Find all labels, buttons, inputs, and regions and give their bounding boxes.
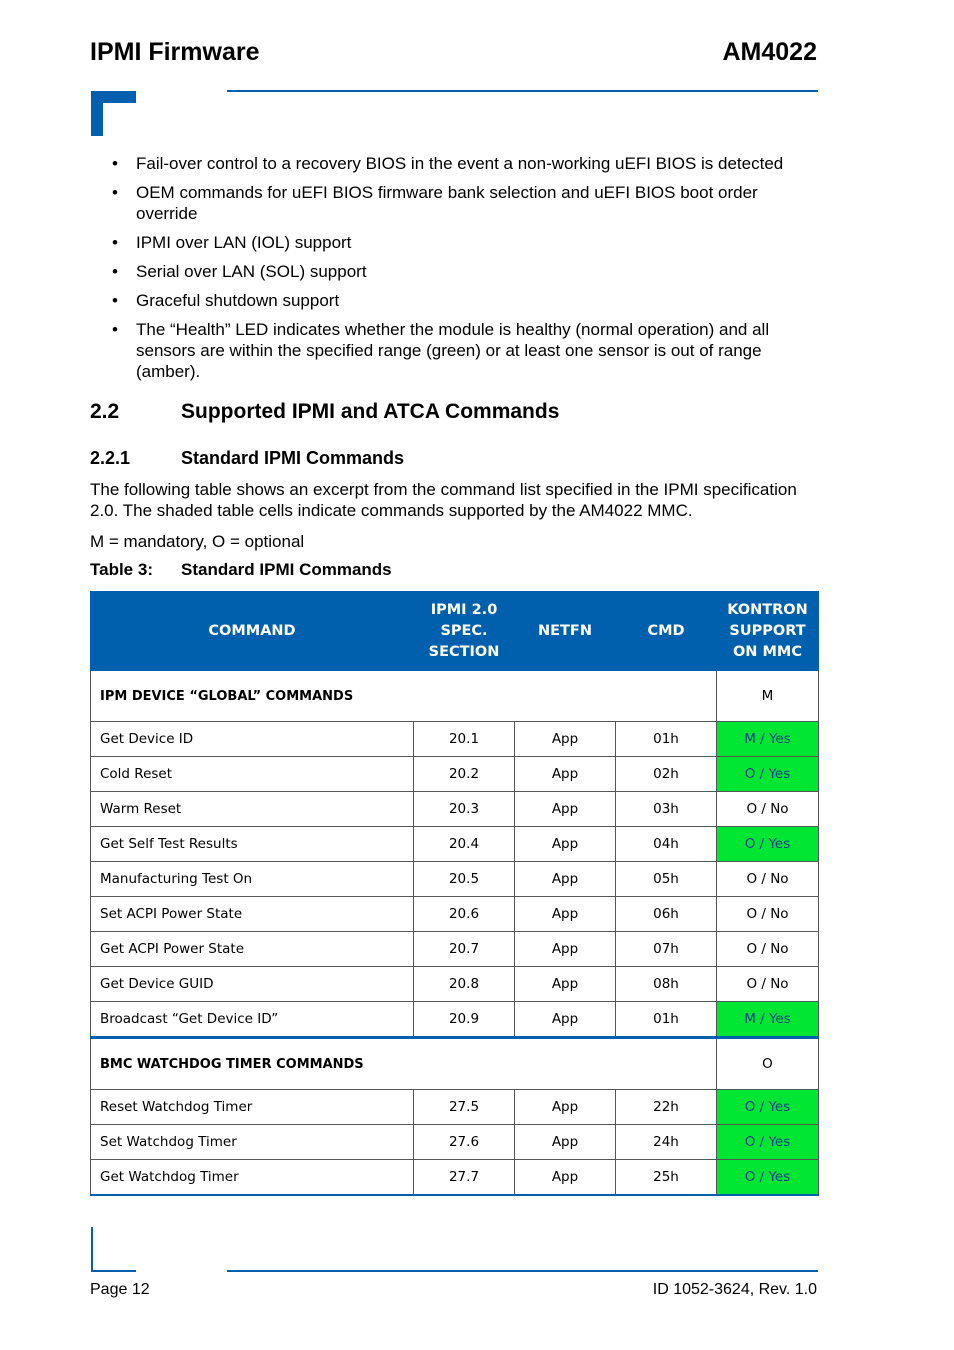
cell-cmd: 06h (616, 897, 717, 932)
group-name: IPM DEVICE “GLOBAL” COMMANDS (91, 671, 717, 722)
cell-netfn: App (515, 827, 616, 862)
cell-command: Reset Watchdog Timer (91, 1090, 414, 1125)
table-row (91, 1125, 819, 1160)
cell-support: O / No (717, 932, 819, 967)
cell-cmd: 24h (616, 1125, 717, 1160)
cell-netfn: App (515, 897, 616, 932)
header-rule (227, 90, 818, 92)
cell-support: O / Yes (717, 1090, 819, 1125)
cell-section: 27.5 (414, 1090, 515, 1125)
cell-cmd: 04h (616, 827, 717, 862)
col-header-command: COMMAND (91, 592, 414, 671)
cell-netfn: App (515, 1002, 616, 1038)
cell-cmd: 25h (616, 1160, 717, 1196)
group-name: BMC WATCHDOG TIMER COMMANDS (91, 1038, 717, 1090)
list-item: • OEM commands for uEFI BIOS firmware bank selection and uEFI BIOS boot order override (112, 183, 758, 223)
table-caption: Table 3: Standard IPMI Commands (90, 560, 392, 579)
cell-netfn: App (515, 862, 616, 897)
cell-netfn: App (515, 792, 616, 827)
cell-section: 20.7 (414, 932, 515, 967)
cell-netfn: App (515, 757, 616, 792)
cell-section: 20.4 (414, 827, 515, 862)
header-product: AM4022 (722, 38, 817, 66)
header-title: IPMI Firmware (90, 38, 260, 66)
intro-paragraph: The following table shows an excerpt from the command list specified in the IPMI specification 2.0. The shaded table cells indicate commands supported by the AM4022 MMC. (90, 480, 797, 520)
cell-command: Broadcast “Get Device ID” (91, 1002, 414, 1038)
cell-netfn: App (515, 967, 616, 1002)
col-header-section: IPMI 2.0 SPEC. SECTION (414, 592, 515, 671)
cell-support: M / Yes (717, 722, 819, 757)
footer-rule (227, 1270, 818, 1272)
col-header-netfn: NETFN (515, 592, 616, 671)
document-id: ID 1052-3624, Rev. 1.0 (652, 1281, 817, 1298)
cell-section: 20.3 (414, 792, 515, 827)
corner-mark-bottom (91, 1227, 136, 1272)
table-row (91, 897, 819, 932)
table-row (91, 722, 819, 757)
corner-mark-top (91, 91, 136, 136)
cell-section: 20.2 (414, 757, 515, 792)
table-row (91, 757, 819, 792)
cell-command: Get ACPI Power State (91, 932, 414, 967)
table-row (91, 967, 819, 1002)
cell-section: 20.9 (414, 1002, 515, 1038)
table-row (91, 1090, 819, 1125)
table-row (91, 827, 819, 862)
cell-netfn: App (515, 932, 616, 967)
cell-cmd: 01h (616, 722, 717, 757)
cell-command: Get Device GUID (91, 967, 414, 1002)
cell-section: 20.8 (414, 967, 515, 1002)
cell-support: O / Yes (717, 1160, 819, 1196)
cell-cmd: 22h (616, 1090, 717, 1125)
cell-command: Cold Reset (91, 757, 414, 792)
list-item: • Graceful shutdown support (112, 291, 340, 310)
cell-netfn: App (515, 1090, 616, 1125)
table-row (91, 932, 819, 967)
cell-netfn: App (515, 722, 616, 757)
table-row (91, 1002, 819, 1038)
col-header-cmd: CMD (616, 592, 717, 671)
cell-support: O / No (717, 897, 819, 932)
cell-cmd: 08h (616, 967, 717, 1002)
group-support: M (717, 671, 819, 722)
list-item: • Serial over LAN (SOL) support (112, 262, 367, 281)
cell-command: Get Device ID (91, 722, 414, 757)
cell-support: O / Yes (717, 757, 819, 792)
table-row (91, 792, 819, 827)
ipmi-commands-table (90, 591, 819, 1196)
cell-section: 20.5 (414, 862, 515, 897)
col-header-support: KONTRON SUPPORT ON MMC (717, 592, 819, 671)
cell-section: 27.6 (414, 1125, 515, 1160)
cell-section: 27.7 (414, 1160, 515, 1196)
subsection-heading: 2.2.1 Standard IPMI Commands (90, 448, 405, 468)
cell-support: O / No (717, 967, 819, 1002)
cell-support: O / Yes (717, 1125, 819, 1160)
cell-support: O / No (717, 862, 819, 897)
cell-support: O / No (717, 792, 819, 827)
cell-cmd: 07h (616, 932, 717, 967)
cell-netfn: App (515, 1125, 616, 1160)
cell-netfn: App (515, 1160, 616, 1196)
list-item: • The “Health” LED indicates whether the module is healthy (normal operation) and all sensors are within the specified range (green) or at least one sensor is out of range (amber). (112, 320, 770, 381)
cell-command: Warm Reset (91, 792, 414, 827)
cell-command: Get Self Test Results (91, 827, 414, 862)
cell-cmd: 02h (616, 757, 717, 792)
cell-command: Manufacturing Test On (91, 862, 414, 897)
cell-support: M / Yes (717, 1002, 819, 1038)
cell-command: Set ACPI Power State (91, 897, 414, 932)
section-heading: 2.2 Supported IPMI and ATCA Commands (90, 400, 560, 423)
cell-section: 20.6 (414, 897, 515, 932)
list-item: • IPMI over LAN (IOL) support (112, 233, 352, 252)
list-item: • Fail-over control to a recovery BIOS in the event a non-working uEFI BIOS is detected (112, 154, 784, 173)
cell-support: O / Yes (717, 827, 819, 862)
table-group-row (91, 1038, 819, 1090)
cell-cmd: 05h (616, 862, 717, 897)
table-row (91, 862, 819, 897)
page-number: Page 12 (90, 1281, 150, 1298)
legend-text: M = mandatory, O = optional (90, 532, 305, 551)
table-group-row (91, 671, 819, 722)
cell-cmd: 01h (616, 1002, 717, 1038)
cell-cmd: 03h (616, 792, 717, 827)
table-header-row (91, 592, 819, 671)
cell-command: Set Watchdog Timer (91, 1125, 414, 1160)
cell-command: Get Watchdog Timer (91, 1160, 414, 1196)
table-row (91, 1160, 819, 1196)
cell-section: 20.1 (414, 722, 515, 757)
group-support: O (717, 1038, 819, 1090)
feature-list (91, 153, 818, 390)
